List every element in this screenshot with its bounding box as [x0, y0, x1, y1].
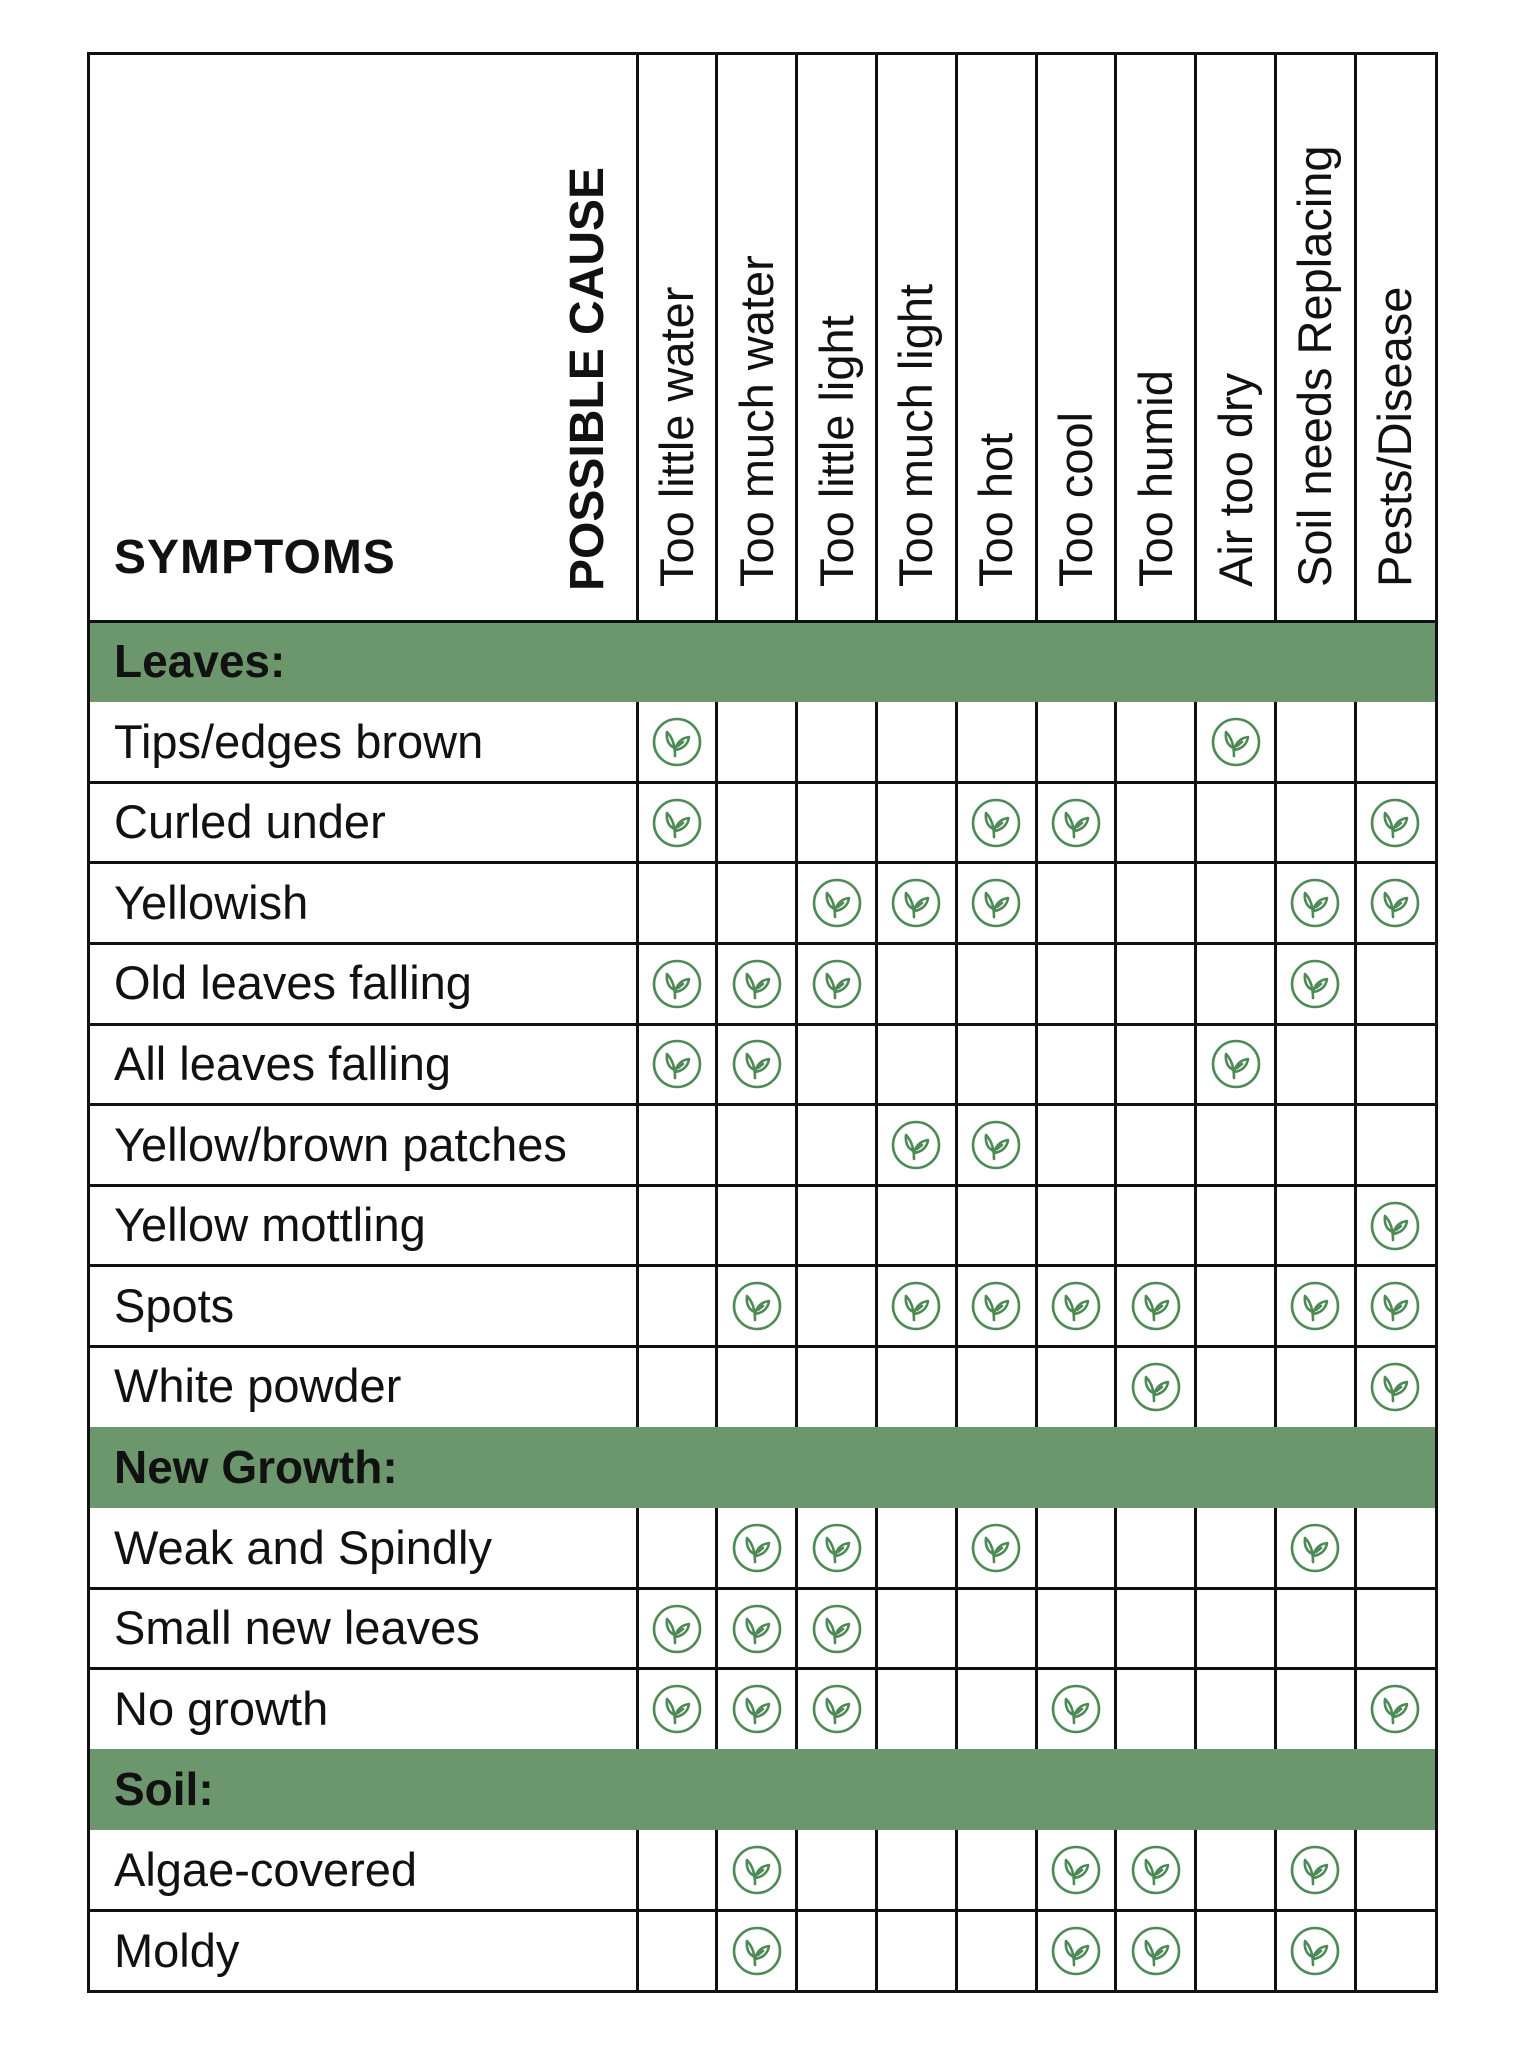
- leaf-in-circle-icon: [1050, 797, 1102, 849]
- grid-vline: [875, 1830, 878, 1991]
- leaf-in-circle-icon: [1050, 1844, 1102, 1896]
- grid-vline: [1114, 702, 1117, 1427]
- leaf-in-circle-icon: [811, 1603, 863, 1655]
- grid-hline: [90, 1264, 1435, 1267]
- grid-vline: [955, 1830, 958, 1991]
- symptom-label: Yellowish: [114, 875, 309, 929]
- cause-header: Too little water: [649, 286, 703, 587]
- plant-symptom-chart: [87, 52, 1438, 1993]
- grid-vline: [1035, 55, 1038, 621]
- leaf-in-circle-icon: [731, 958, 783, 1010]
- leaf-in-circle-icon: [1050, 1925, 1102, 1977]
- grid-hline: [90, 1103, 1435, 1106]
- leaf-in-circle-icon: [1130, 1925, 1182, 1977]
- leaf-in-circle-icon: [651, 716, 703, 768]
- leaf-in-circle-icon: [731, 1603, 783, 1655]
- grid-vline: [1354, 1508, 1357, 1750]
- symptom-label: Yellow/brown patches: [114, 1117, 567, 1171]
- leaf-in-circle-icon: [651, 797, 703, 849]
- leaf-in-circle-icon: [1050, 1280, 1102, 1332]
- leaf-in-circle-icon: [1289, 958, 1341, 1010]
- grid-vline: [1114, 1508, 1117, 1750]
- grid-vline: [1194, 1830, 1197, 1991]
- cause-header: Soil needs Replacing: [1288, 145, 1342, 587]
- grid-vline: [1035, 1830, 1038, 1991]
- leaf-in-circle-icon: [1289, 1280, 1341, 1332]
- leaf-in-circle-icon: [1369, 1280, 1421, 1332]
- cause-header: Too humid: [1128, 370, 1182, 587]
- leaf-in-circle-icon: [970, 797, 1022, 849]
- symptom-label: Spots: [114, 1278, 235, 1332]
- leaf-in-circle-icon: [651, 958, 703, 1010]
- leaf-in-circle-icon: [970, 1119, 1022, 1171]
- grid-vline: [1035, 702, 1038, 1427]
- section-band: [90, 1749, 1435, 1830]
- leaf-in-circle-icon: [970, 1522, 1022, 1574]
- grid-hline: [90, 1909, 1435, 1912]
- cause-header: Too much light: [889, 283, 943, 587]
- grid-vline: [875, 1508, 878, 1750]
- grid-vline: [1114, 55, 1117, 621]
- leaf-in-circle-icon: [1050, 1683, 1102, 1735]
- section-title: New Growth:: [114, 1441, 398, 1493]
- grid-hline: [90, 1667, 1435, 1670]
- grid-vline: [1194, 702, 1197, 1427]
- symptom-label: Tips/edges brown: [114, 714, 484, 768]
- grid-vline: [1035, 1508, 1038, 1750]
- leaf-in-circle-icon: [731, 1844, 783, 1896]
- grid-vline: [715, 55, 718, 621]
- leaf-in-circle-icon: [1369, 1361, 1421, 1413]
- symptom-label: White powder: [114, 1359, 402, 1413]
- grid-hline: [90, 781, 1435, 784]
- grid-vline: [1274, 1830, 1277, 1991]
- leaf-in-circle-icon: [1210, 716, 1262, 768]
- grid-hline: [90, 1345, 1435, 1348]
- leaf-in-circle-icon: [1369, 797, 1421, 849]
- grid-hline: [90, 942, 1435, 945]
- leaf-in-circle-icon: [811, 958, 863, 1010]
- symptom-label: Old leaves falling: [114, 956, 472, 1010]
- leaf-in-circle-icon: [1369, 1200, 1421, 1252]
- leaf-in-circle-icon: [651, 1683, 703, 1735]
- symptom-label: Curled under: [114, 795, 386, 849]
- grid-vline: [875, 702, 878, 1427]
- grid-vline: [715, 702, 718, 1427]
- cause-header: Too little light: [809, 315, 863, 587]
- symptom-label: Algae-covered: [114, 1843, 418, 1896]
- grid-vline: [1274, 1508, 1277, 1750]
- grid-vline: [1274, 55, 1277, 621]
- grid-vline: [875, 55, 878, 621]
- section-title: Soil:: [114, 1763, 214, 1816]
- grid-vline: [795, 1830, 798, 1991]
- grid-hline: [90, 620, 1435, 623]
- leaf-in-circle-icon: [970, 1280, 1022, 1332]
- leaf-in-circle-icon: [1130, 1361, 1182, 1413]
- leaf-in-circle-icon: [890, 1280, 942, 1332]
- grid-vline: [955, 55, 958, 621]
- leaf-in-circle-icon: [1130, 1844, 1182, 1896]
- leaf-in-circle-icon: [811, 1522, 863, 1574]
- cause-header: Pests/Disease: [1368, 286, 1422, 587]
- symptom-label: Yellow mottling: [114, 1198, 426, 1252]
- cause-header: Too cool: [1048, 411, 1102, 587]
- symptom-label: Weak and Spindly: [114, 1520, 492, 1574]
- symptom-label: Small new leaves: [114, 1601, 480, 1655]
- symptom-label: All leaves falling: [114, 1037, 452, 1090]
- cause-header: Too much water: [729, 255, 783, 587]
- grid-hline: [90, 861, 1435, 864]
- leaf-in-circle-icon: [970, 877, 1022, 929]
- leaf-in-circle-icon: [1289, 877, 1341, 929]
- grid-vline: [636, 702, 639, 1427]
- leaf-in-circle-icon: [1369, 1683, 1421, 1735]
- cause-header: Too hot: [969, 432, 1023, 587]
- grid-vline: [795, 702, 798, 1427]
- grid-vline: [636, 55, 639, 621]
- leaf-in-circle-icon: [1289, 1844, 1341, 1896]
- grid-hline: [90, 1023, 1435, 1026]
- leaf-in-circle-icon: [1369, 877, 1421, 929]
- grid-vline: [1354, 1830, 1357, 1991]
- leaf-in-circle-icon: [1130, 1280, 1182, 1332]
- symptom-label: No growth: [114, 1681, 329, 1735]
- leaf-in-circle-icon: [731, 1280, 783, 1332]
- leaf-in-circle-icon: [731, 1925, 783, 1977]
- grid-vline: [955, 702, 958, 1427]
- grid-vline: [955, 1508, 958, 1750]
- grid-vline: [636, 1830, 639, 1991]
- grid-vline: [1354, 702, 1357, 1427]
- possible-cause-heading: POSSIBLE CAUSE: [561, 166, 614, 591]
- leaf-in-circle-icon: [1289, 1925, 1341, 1977]
- section-band: [90, 621, 1435, 702]
- leaf-in-circle-icon: [731, 1522, 783, 1574]
- leaf-in-circle-icon: [811, 877, 863, 929]
- grid-vline: [795, 1508, 798, 1750]
- grid-vline: [795, 55, 798, 621]
- symptom-label: Moldy: [114, 1923, 240, 1977]
- cause-header: Air too dry: [1208, 372, 1262, 587]
- grid-vline: [1274, 702, 1277, 1427]
- leaf-in-circle-icon: [651, 1603, 703, 1655]
- leaf-in-circle-icon: [731, 1683, 783, 1735]
- leaf-in-circle-icon: [811, 1683, 863, 1735]
- grid-vline: [636, 1508, 639, 1750]
- leaf-in-circle-icon: [890, 877, 942, 929]
- grid-hline: [90, 1587, 1435, 1590]
- leaf-in-circle-icon: [890, 1119, 942, 1171]
- leaf-in-circle-icon: [651, 1038, 703, 1090]
- leaf-in-circle-icon: [1289, 1522, 1341, 1574]
- grid-vline: [1114, 1830, 1117, 1991]
- leaf-in-circle-icon: [1210, 1038, 1262, 1090]
- section-title: Leaves:: [114, 635, 286, 687]
- grid-hline: [90, 1184, 1435, 1187]
- symptoms-heading: SYMPTOMS: [114, 531, 396, 584]
- section-band: [90, 1427, 1435, 1508]
- grid-vline: [1194, 55, 1197, 621]
- grid-vline: [715, 1508, 718, 1750]
- grid-vline: [1194, 1508, 1197, 1750]
- grid-vline: [715, 1830, 718, 1991]
- grid-vline: [1354, 55, 1357, 621]
- leaf-in-circle-icon: [731, 1038, 783, 1090]
